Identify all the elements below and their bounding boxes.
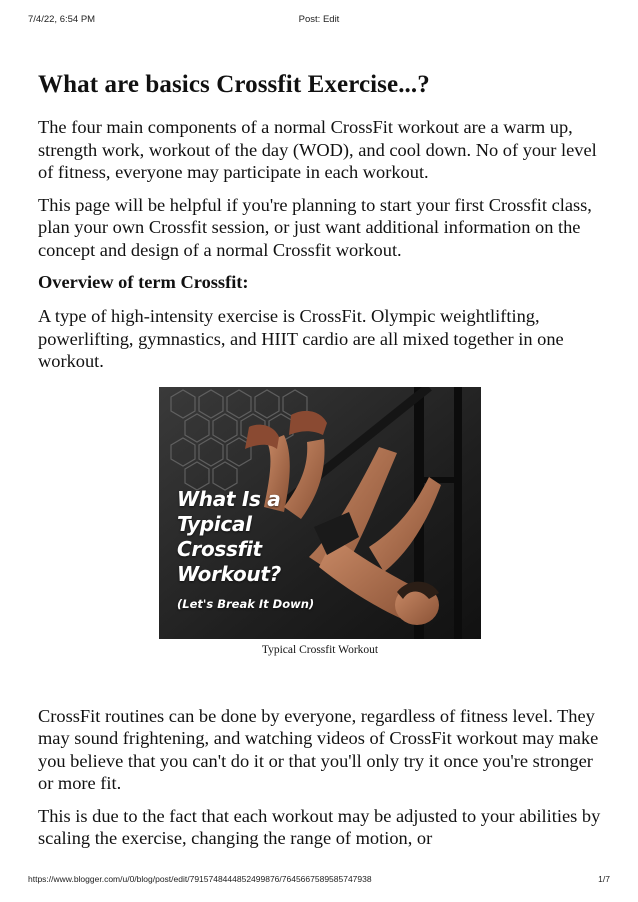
overlay-subline: (Let's Break It Down) (177, 596, 315, 611)
paragraph-routines: CrossFit routines can be done by everyone, regardless of fitness level. They may sound frightening, and watching videos of CrossFit workout may make you believe that you can't do it or that you'll only try it once you're stronger or more fit. (38, 705, 599, 793)
print-page-title: Post: Edit (298, 14, 340, 25)
figure (38, 387, 602, 657)
paragraph-components: The four main components of a normal CrossFit workout are a warm up, strength work, workout of the day (WOD), and cool down. No of your level of fitness, everyone may participate in each workout. (38, 117, 597, 182)
overlay-line-1: What Is a (177, 486, 281, 511)
section-heading-overview: Overview of term Crossfit: (38, 272, 249, 292)
article-heading: What are basics Crossfit Exercise...? (38, 71, 430, 98)
paragraph-overview: A type of high-intensity exercise is CrossFit. Olympic weightlifting, powerlifting, gymnastics, and HIIT cardio are all mixed together in one workout. (38, 306, 564, 371)
crossfit-workout-image (159, 387, 481, 639)
overlay-line-2: Typical (177, 511, 252, 536)
overlay-line-4: Workout? (177, 561, 281, 586)
paragraph-helpful: This page will be helpful if you're planning to start your first Crossfit class, plan your own Crossfit session, or just want additional information on the concept and design of a normal Crossfit workout. (38, 194, 592, 260)
print-url: https://www.blogger.com/u/0/blog/post/edit/7915748444852499876/7645667589585747938 (28, 874, 372, 884)
article-body (38, 70, 602, 860)
print-footer (28, 874, 610, 888)
page-number: 1/7 (598, 874, 610, 884)
print-datetime: 7/4/22, 6:54 PM (28, 14, 96, 25)
image-overlay-title (177, 487, 314, 612)
overlay-line-3: Crossfit (177, 536, 262, 561)
paragraph-scaling: This is due to the fact that each workout may be adjusted to your abilities by scaling the exercise, changing the range of motion, or (38, 805, 601, 848)
print-header (28, 14, 610, 28)
image-caption: Typical Crossfit Workout (261, 643, 379, 656)
